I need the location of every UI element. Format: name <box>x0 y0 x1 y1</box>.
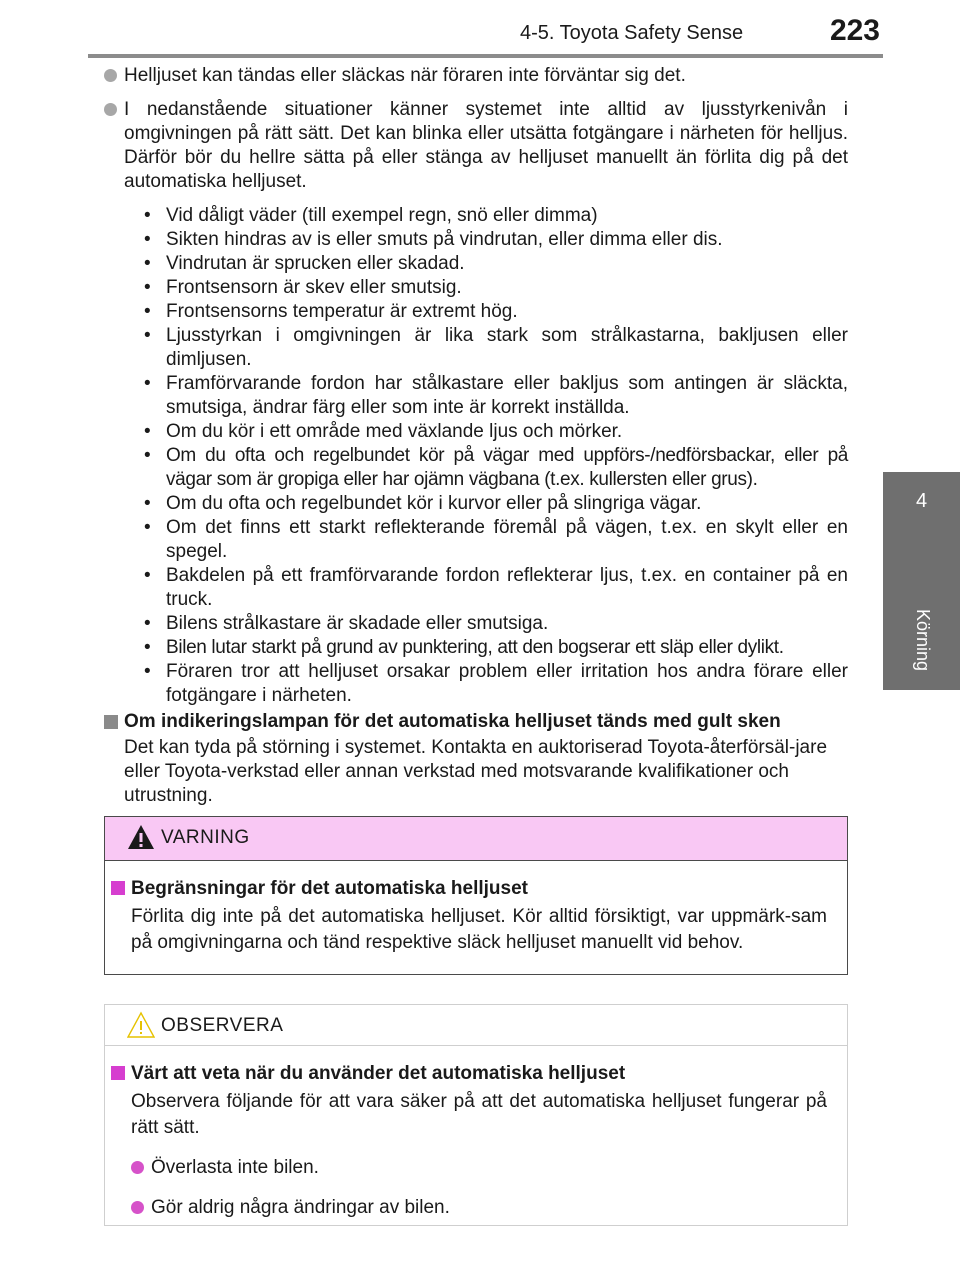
list-item: • Om det finns ett starkt reflekterande föremål på vägen, t.ex. en skylt eller en spegel. <box>144 516 848 564</box>
list-item: • Bilens strålkastare är skadade eller smutsiga. <box>144 612 848 636</box>
list-item: • Framförvarande fordon har stålkastare eller bakljus som antingen är släckta, smutsiga, ändrar färg eller som inte är korrekt inställda. <box>144 372 848 420</box>
section-heading <box>104 710 848 734</box>
bullet-dot-icon <box>104 69 117 82</box>
notice-title: OBSERVERA <box>161 1015 284 1036</box>
bullet-dot-icon <box>104 103 117 116</box>
notice-bullet <box>131 1155 827 1181</box>
bullet-dot-icon <box>131 1161 144 1174</box>
header-section-title: 4-5. Toyota Safety Sense <box>520 22 744 44</box>
chapter-number: 4 <box>915 490 928 512</box>
header-divider <box>88 54 883 58</box>
list-item: • Föraren tror att helljuset orsakar problem eller irritation hos andra förare eller fotgängare i närheten. <box>144 660 848 708</box>
list-item: • Sikten hindras av is eller smuts på vindrutan, eller dimma eller dis. <box>144 228 848 252</box>
bullet-text: I nedanstående situationer känner systemet inte alltid av ljusstyrkenivån i omgivningen på rätt sätt. Det kan blinka eller utsätta fotgängare i närheten för helljus. Därför bör du hellre sätta på eller stänga av helljuset manuellt än förlita dig på det automatiska helljuset. <box>124 99 848 192</box>
notice-bullet-text: Gör aldrig några ändringar av bilen. <box>151 1197 450 1218</box>
notice-header <box>105 1005 847 1046</box>
notice-bullet-text: Överlasta inte bilen. <box>151 1157 319 1178</box>
section-square-icon <box>104 715 118 729</box>
bullet-paragraph <box>104 64 848 88</box>
list-item: • Frontsensorns temperatur är extremt hög. <box>144 300 848 324</box>
list-item: • Om du ofta och regelbundet kör på vägar med uppförs-/nedförsbackar, eller på vägar som är gropiga eller har ojämn vägbana (t.ex. kullersten eller grus). <box>144 444 848 492</box>
list-item: • Frontsensorn är skev eller smutsig. <box>144 276 848 300</box>
list-item: • Bakdelen på ett framförvarande fordon reflekterar ljus, t.ex. en container på en truck. <box>144 564 848 612</box>
notice-heading-text: Värt att veta när du använder det automatiska helljuset <box>131 1063 626 1084</box>
notice-box <box>104 1004 848 1226</box>
chapter-label: Körning <box>913 608 933 672</box>
list-item: • Vid dåligt väder (till exempel regn, snö eller dimma) <box>144 204 848 228</box>
section-heading-text: Om indikeringslampan för det automatiska helljuset tänds med gult sken <box>124 711 781 732</box>
warning-square-icon <box>111 881 125 895</box>
list-item: • Bilen lutar starkt på grund av punktering, att den bogserar ett släp eller dylikt. <box>144 636 848 660</box>
main-content <box>104 64 848 808</box>
section-body: Det kan tyda på störning i systemet. Kontakta en auktoriserad Toyota-återförsäl-jare eller Toyota-verkstad eller annan verkstad med motsvarande kvalifikationer och utrustning. <box>124 737 828 806</box>
caution-triangle-outline-icon <box>127 1011 155 1044</box>
list-item: • Om du ofta och regelbundet kör i kurvor eller på slingriga vägar. <box>144 492 848 516</box>
notice-text: Observera följande för att vara säker på att det automatiska helljuset fungerar på rätt sätt. <box>131 1091 827 1138</box>
list-item: • Ljusstyrkan i omgivningen är lika stark som strålkastarna, bakljusen eller dimljusen. <box>144 324 848 372</box>
notice-body <box>105 1046 847 1221</box>
notice-heading <box>111 1061 827 1087</box>
page-number: 223 <box>829 14 880 47</box>
warning-heading <box>111 876 827 902</box>
bullet-text: Helljuset kan tändas eller släckas när föraren inte förväntar sig det. <box>124 65 686 86</box>
list-item: • Om du kör i ett område med växlande ljus och mörker. <box>144 420 848 444</box>
situation-list <box>104 204 848 708</box>
list-item: • Vindrutan är sprucken eller skadad. <box>144 252 848 276</box>
warning-text: Förlita dig inte på det automatiska helljuset. Kör alltid försiktigt, var uppmärk-sam på omgivningarna och tänd respektive släck helljuset manuellt vid behov. <box>131 906 827 953</box>
bullet-paragraph <box>104 98 848 194</box>
warning-heading-text: Begränsningar för det automatiska helljuset <box>131 878 528 899</box>
notice-square-icon <box>111 1066 125 1080</box>
bullet-dot-icon <box>131 1201 144 1214</box>
warning-body <box>105 861 847 956</box>
warning-header <box>105 817 847 861</box>
notice-bullet <box>131 1195 827 1221</box>
warning-box <box>104 816 848 975</box>
warning-triangle-icon <box>127 823 155 856</box>
warning-title: VARNING <box>161 827 250 848</box>
